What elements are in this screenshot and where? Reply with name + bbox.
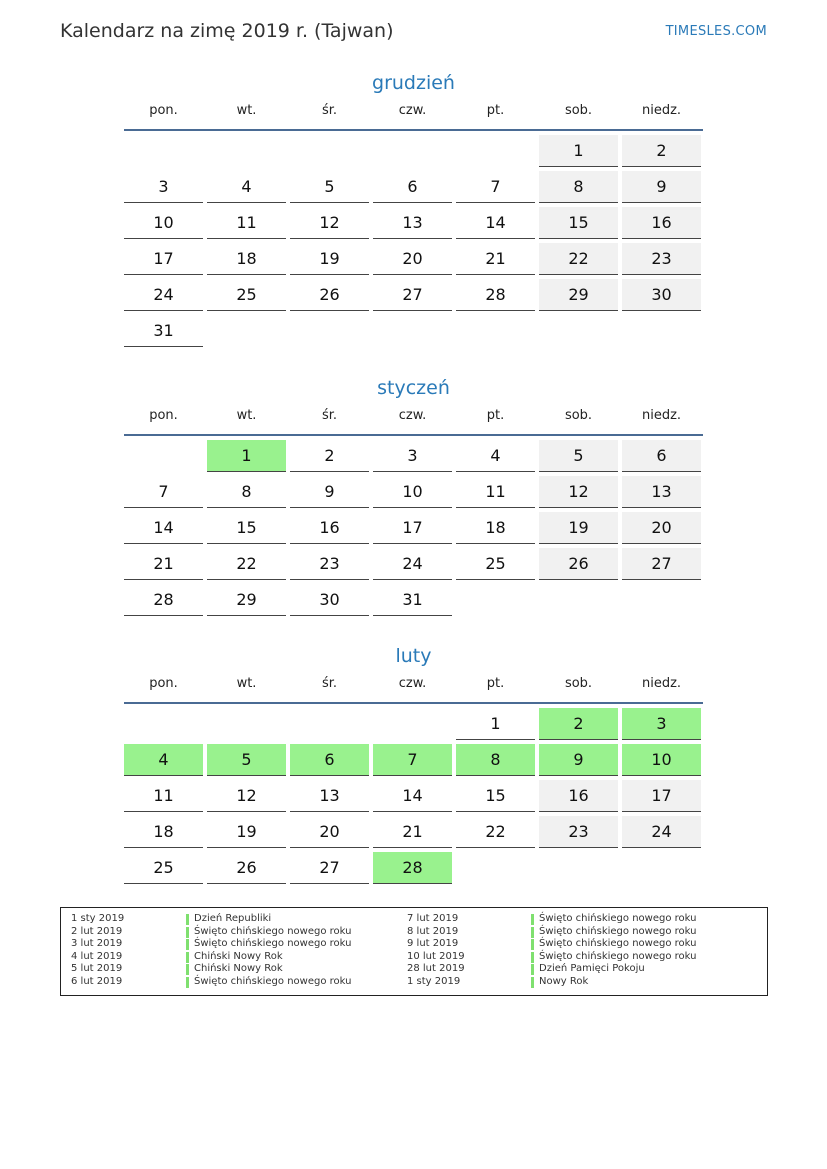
day-cell: 10 [622,744,701,776]
weekday-header [124,674,703,704]
weekday-label: pon. [149,103,178,118]
legend-color-bar [186,952,189,963]
day-cell: 22 [539,243,618,275]
week-row [124,744,703,776]
day-cell: 19 [207,816,286,848]
weekday-label: śr. [321,103,338,118]
empty-cell [124,708,203,740]
day-cell: 24 [373,548,452,580]
empty-cell [290,135,369,167]
day-cell: 20 [622,512,701,544]
day-cell: 5 [539,440,618,472]
day-cell: 20 [290,816,369,848]
weekday-label: czw. [398,103,427,118]
day-cell: 24 [124,279,203,311]
day-cell: 9 [622,171,701,203]
day-cell: 29 [539,279,618,311]
week-row [124,548,703,580]
day-cell: 15 [456,780,535,812]
day-cell: 19 [290,243,369,275]
day-cell: 1 [207,440,286,472]
weekday-label: wt. [236,103,257,118]
day-cell: 12 [539,476,618,508]
day-cell: 4 [124,744,203,776]
legend-holiday-name: Chiński Nowy Rok [194,963,283,975]
weekday-label: sob. [564,408,593,423]
day-cell: 2 [622,135,701,167]
month-title: luty [395,645,432,667]
day-cell: 3 [373,440,452,472]
legend-date: 28 lut 2019 [407,963,465,975]
weekday-label: śr. [321,676,338,691]
weekday-header [124,101,703,131]
empty-cell [456,852,535,884]
day-cell: 28 [124,584,203,616]
legend-row [71,926,401,939]
day-cell: 2 [539,708,618,740]
legend-column-left [71,913,401,989]
day-cell: 3 [124,171,203,203]
site-link[interactable]: TIMESLES.COM [665,24,767,39]
day-cell: 23 [290,548,369,580]
legend-date: 10 lut 2019 [407,950,465,962]
week-row [124,440,703,472]
page-title: Kalendarz na zimę 2019 r. (Tajwan) [60,20,394,42]
day-cell: 25 [124,852,203,884]
legend-row [407,926,757,939]
weekday-label: śr. [321,408,338,423]
legend-row [407,976,757,989]
day-cell: 12 [207,780,286,812]
legend-holiday-name: Święto chińskiego nowego roku [194,925,352,937]
day-cell: 24 [622,816,701,848]
legend-holiday-name: Święto chińskiego nowego roku [194,975,352,987]
legend-row [71,938,401,951]
legend-color-bar [186,939,189,950]
day-cell: 11 [456,476,535,508]
legend-row [407,951,757,964]
weekday-label: sob. [564,103,593,118]
week-row [124,207,703,239]
legend-date: 7 lut 2019 [407,913,459,924]
legend-date: 6 lut 2019 [71,975,123,987]
day-grid [124,440,703,616]
legend-date: 1 sty 2019 [407,975,461,987]
weekday-label: sob. [564,676,593,691]
day-cell: 16 [622,207,701,239]
legend-color-bar [531,927,534,938]
empty-cell [207,315,286,347]
month-title: grudzień [372,72,455,94]
day-cell: 28 [456,279,535,311]
day-cell: 28 [373,852,452,884]
day-cell: 26 [207,852,286,884]
weekday-label: pon. [149,408,178,423]
weekday-label: czw. [398,676,427,691]
legend-holiday-name: Nowy Rok [539,975,589,987]
day-cell: 6 [622,440,701,472]
weekday-label: wt. [236,408,257,423]
day-cell: 10 [124,207,203,239]
week-row [124,476,703,508]
day-cell: 22 [456,816,535,848]
day-cell: 16 [290,512,369,544]
day-cell: 25 [456,548,535,580]
empty-cell [373,315,452,347]
day-cell: 31 [124,315,203,347]
month-january [124,373,703,620]
empty-cell [373,135,452,167]
day-cell: 5 [290,171,369,203]
day-cell: 12 [290,207,369,239]
holiday-legend [60,907,768,996]
week-row [124,512,703,544]
day-cell: 27 [373,279,452,311]
week-row [124,243,703,275]
day-cell: 13 [622,476,701,508]
day-cell: 30 [622,279,701,311]
legend-holiday-name: Święto chińskiego nowego roku [194,938,352,950]
empty-cell [373,708,452,740]
weekday-header [124,406,703,436]
day-cell: 11 [207,207,286,239]
day-cell: 17 [373,512,452,544]
legend-row [407,913,757,926]
day-grid [124,708,703,884]
day-cell: 13 [373,207,452,239]
empty-cell [290,315,369,347]
day-cell: 15 [539,207,618,239]
day-cell: 9 [290,476,369,508]
legend-holiday-name: Dzień Pamięci Pokoju [539,963,645,975]
day-cell: 29 [207,584,286,616]
legend-color-bar [531,939,534,950]
day-cell: 27 [290,852,369,884]
day-cell: 11 [124,780,203,812]
weekday-label: pt. [486,676,505,691]
week-row [124,816,703,848]
week-row [124,584,703,616]
day-cell: 4 [456,440,535,472]
day-cell: 30 [290,584,369,616]
empty-cell [124,440,203,472]
empty-cell [539,315,618,347]
day-cell: 6 [290,744,369,776]
legend-date: 1 sty 2019 [71,913,125,924]
day-cell: 31 [373,584,452,616]
day-cell: 17 [124,243,203,275]
empty-cell [622,584,701,616]
legend-row [71,963,401,976]
week-row [124,171,703,203]
day-cell: 27 [622,548,701,580]
legend-date: 5 lut 2019 [71,963,123,975]
day-cell: 23 [622,243,701,275]
day-cell: 14 [373,780,452,812]
day-cell: 10 [373,476,452,508]
day-cell: 25 [207,279,286,311]
day-cell: 7 [124,476,203,508]
legend-date: 4 lut 2019 [71,950,123,962]
day-cell: 21 [124,548,203,580]
empty-cell [539,852,618,884]
day-cell: 8 [539,171,618,203]
legend-color-bar [186,927,189,938]
day-cell: 8 [456,744,535,776]
day-cell: 7 [373,744,452,776]
week-row [124,315,703,347]
day-cell: 4 [207,171,286,203]
legend-holiday-name: Dzień Republiki [194,913,272,924]
legend-date: 8 lut 2019 [407,925,459,937]
weekday-label: niedz. [641,408,682,423]
day-cell: 1 [539,135,618,167]
empty-cell [290,708,369,740]
legend-date: 2 lut 2019 [71,925,123,937]
legend-date: 9 lut 2019 [407,938,459,950]
week-row [124,135,703,167]
legend-holiday-name: Święto chińskiego nowego roku [539,913,697,924]
day-cell: 6 [373,171,452,203]
legend-color-bar [186,914,189,925]
legend-row [71,951,401,964]
weekday-label: pt. [486,103,505,118]
empty-cell [207,708,286,740]
day-cell: 16 [539,780,618,812]
day-cell: 23 [539,816,618,848]
legend-holiday-name: Chiński Nowy Rok [194,950,283,962]
empty-cell [539,584,618,616]
day-cell: 20 [373,243,452,275]
legend-row [71,913,401,926]
day-cell: 3 [622,708,701,740]
legend-date: 3 lut 2019 [71,938,123,950]
day-cell: 1 [456,708,535,740]
empty-cell [456,584,535,616]
month-december [124,68,703,351]
weekday-label: niedz. [641,676,682,691]
empty-cell [207,135,286,167]
week-row [124,279,703,311]
empty-cell [456,135,535,167]
day-cell: 17 [622,780,701,812]
legend-row [407,938,757,951]
day-cell: 26 [290,279,369,311]
week-row [124,780,703,812]
legend-color-bar [531,977,534,988]
day-cell: 15 [207,512,286,544]
day-cell: 9 [539,744,618,776]
week-row [124,708,703,740]
day-cell: 5 [207,744,286,776]
legend-color-bar [186,977,189,988]
weekday-label: niedz. [641,103,682,118]
month-february [124,641,703,888]
day-cell: 8 [207,476,286,508]
day-cell: 21 [456,243,535,275]
legend-color-bar [531,952,534,963]
legend-row [71,976,401,989]
empty-cell [622,315,701,347]
legend-row [407,963,757,976]
legend-holiday-name: Święto chińskiego nowego roku [539,938,697,950]
day-cell: 19 [539,512,618,544]
weekday-label: wt. [236,676,257,691]
legend-color-bar [531,914,534,925]
legend-color-bar [531,964,534,975]
month-title: styczeń [377,377,450,399]
legend-column-right [407,913,757,989]
day-cell: 18 [207,243,286,275]
empty-cell [622,852,701,884]
day-cell: 26 [539,548,618,580]
day-cell: 2 [290,440,369,472]
weekday-label: pt. [486,408,505,423]
day-cell: 7 [456,171,535,203]
legend-holiday-name: Święto chińskiego nowego roku [539,950,697,962]
week-row [124,852,703,884]
weekday-label: pon. [149,676,178,691]
day-grid [124,135,703,347]
legend-holiday-name: Święto chińskiego nowego roku [539,925,697,937]
day-cell: 22 [207,548,286,580]
day-cell: 18 [124,816,203,848]
legend-color-bar [186,964,189,975]
day-cell: 13 [290,780,369,812]
weekday-label: czw. [398,408,427,423]
day-cell: 21 [373,816,452,848]
empty-cell [456,315,535,347]
day-cell: 18 [456,512,535,544]
empty-cell [124,135,203,167]
day-cell: 14 [124,512,203,544]
day-cell: 14 [456,207,535,239]
